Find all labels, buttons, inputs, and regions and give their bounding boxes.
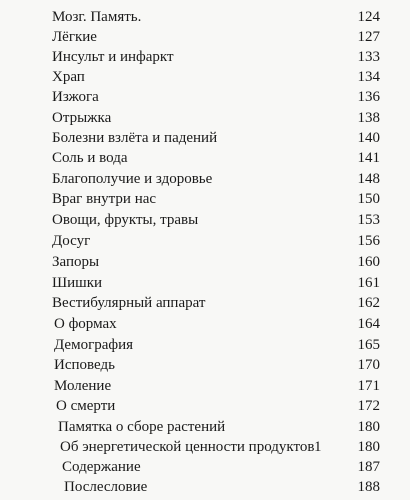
toc-entry — [0, 356, 410, 376]
toc-entry-title: Изжога — [52, 89, 99, 105]
toc-entry-page: 136 — [357, 89, 380, 105]
toc-entry-title: Благополучие и здоровье — [52, 171, 213, 187]
toc-entry-title: Соль и вода — [52, 150, 128, 166]
toc-entry — [0, 253, 410, 273]
toc-entry-title: Запоры — [52, 254, 100, 270]
toc-entry-page: 160 — [357, 254, 380, 270]
toc-entry-page: 180 — [357, 419, 380, 435]
toc-entry-title: Лёгкие — [52, 29, 97, 45]
toc-entry — [0, 274, 410, 294]
toc-entry-title: Досуг — [52, 233, 91, 249]
toc-entry — [0, 48, 410, 68]
toc-entry-page: 172 — [357, 398, 380, 414]
toc-entry — [0, 170, 410, 190]
toc-entry-title: Об энергетической ценности продуктов — [60, 439, 315, 455]
toc-entry-page: 162 — [357, 295, 380, 311]
toc-entry — [0, 397, 410, 417]
toc-entry-page: 127 — [357, 29, 380, 45]
toc-entry — [0, 478, 410, 498]
toc-entry-page: 156 — [357, 233, 380, 249]
toc-entry — [0, 8, 410, 28]
toc-entry-title: Послесловие — [64, 479, 148, 495]
toc-entry-page: 138 — [357, 110, 380, 126]
toc-entry-title: Исповедь — [54, 357, 115, 373]
toc-entry-page: 134 — [357, 69, 380, 85]
toc-entry-title: Демография — [54, 337, 134, 353]
toc-entry — [0, 190, 410, 210]
toc-entry-page: 150 — [357, 191, 380, 207]
toc-entry — [0, 336, 410, 356]
toc-entry — [0, 149, 410, 169]
toc-entry-title: Мозг. Память. — [52, 9, 142, 25]
toc-entry — [0, 129, 410, 149]
toc-entry-title: Содержание — [62, 459, 141, 475]
toc-entry-page: 165 — [357, 337, 380, 353]
toc-entry-title: Храп — [52, 69, 85, 85]
toc-entry — [0, 377, 410, 397]
toc-entry — [0, 418, 410, 438]
toc-entry-page: 171 — [357, 378, 380, 394]
toc-entry — [0, 211, 410, 231]
toc-entry-title: Инсульт и инфаркт — [52, 49, 174, 65]
toc-entry-extra: 1 — [314, 439, 322, 455]
toc-entry — [0, 88, 410, 108]
toc-entry-page: 153 — [357, 212, 380, 228]
toc-entry-title: Памятка о сборе растений — [58, 419, 226, 435]
toc-entry-title: Моление — [54, 378, 112, 394]
toc-entry — [0, 315, 410, 335]
toc-entry — [0, 109, 410, 129]
toc-entry-page: 141 — [357, 150, 380, 166]
toc-entry-page: 124 — [357, 9, 380, 25]
toc-entry-title: Отрыжка — [52, 110, 112, 126]
toc-entry — [0, 438, 410, 458]
toc-entry-title: Враг внутри нас — [52, 191, 157, 207]
toc-entry-page: 180 — [357, 439, 380, 455]
toc-entry-title: Вестибулярный аппарат — [52, 295, 206, 311]
toc-entry-title: Болезни взлёта и падений — [52, 130, 218, 146]
toc-entry-page: 148 — [357, 171, 380, 187]
toc-entry — [0, 294, 410, 314]
toc-entry-page: 133 — [357, 49, 380, 65]
toc-entry-page: 170 — [357, 357, 380, 373]
toc-entry-page: 187 — [357, 459, 380, 475]
toc-entry-title: Овощи, фрукты, травы — [52, 212, 199, 228]
toc-entry-title: О формах — [54, 316, 117, 332]
toc-entry-page: 164 — [357, 316, 380, 332]
toc-entry-page: 188 — [357, 479, 380, 495]
toc-entry-page: 161 — [357, 275, 380, 291]
toc-entry — [0, 68, 410, 88]
toc-entry-title: О смерти — [56, 398, 116, 414]
toc-entry — [0, 28, 410, 48]
toc-entry-title: Шишки — [52, 275, 103, 291]
toc-entry — [0, 458, 410, 478]
toc-entry — [0, 232, 410, 252]
toc-entry-page: 140 — [357, 130, 380, 146]
